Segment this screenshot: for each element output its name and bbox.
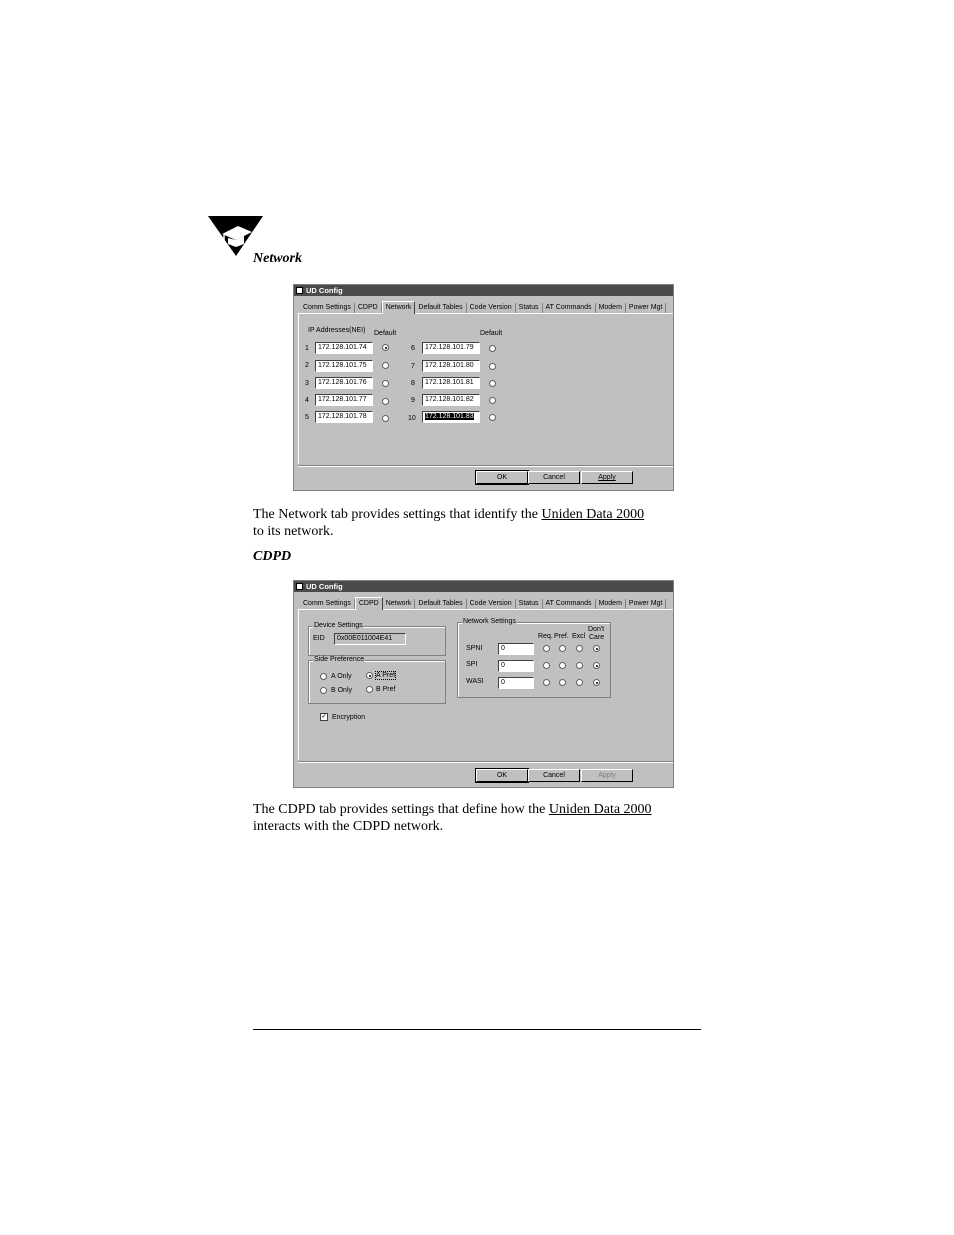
tab-comm-settings[interactable]: Comm Settings: [300, 303, 355, 313]
spni-pref-radio[interactable]: [559, 645, 566, 652]
network-section-title: Network: [253, 251, 302, 266]
spni-field[interactable]: 0: [498, 643, 534, 655]
ip-row-number: 7: [411, 363, 415, 370]
b-only-radio[interactable]: [320, 687, 327, 694]
col-pref: Pref.: [554, 633, 569, 640]
tab-comm-settings[interactable]: Comm Settings: [300, 599, 355, 609]
spi-pref-radio[interactable]: [559, 662, 566, 669]
ip-field-3[interactable]: 172.128.101.76: [315, 377, 373, 389]
app-icon: [296, 287, 303, 294]
cdpd-window: [293, 580, 674, 788]
spi-field[interactable]: 0: [498, 660, 534, 672]
a-only-radio[interactable]: [320, 673, 327, 680]
network-panel: [298, 313, 673, 464]
b-pref-label: B Pref: [376, 686, 396, 693]
ip-addresses-header: IP Addresses(NEI): [308, 327, 366, 334]
encryption-checkbox[interactable]: ✓: [321, 713, 327, 720]
window-title: UD Config: [306, 582, 343, 591]
footer-rule: [253, 1029, 701, 1030]
default-radio-6[interactable]: [489, 345, 496, 352]
b-only-label: B Only: [331, 687, 353, 694]
app-icon: [296, 583, 303, 590]
tab-strip: [300, 597, 667, 609]
network-settings-group: [457, 618, 611, 698]
default-radio-2[interactable]: [382, 362, 389, 369]
cancel-button[interactable]: Cancel: [528, 769, 580, 782]
product-link: Uniden Data 2000: [541, 507, 645, 522]
ip-field-5[interactable]: 172.128.101.78: [315, 411, 373, 423]
cdpd-panel: [298, 609, 673, 760]
tab-modem[interactable]: Modem: [596, 303, 626, 313]
eid-field: 0x00E011004E41: [334, 633, 406, 645]
ip-field-4[interactable]: 172.128.101.77: [315, 394, 373, 406]
col-req: Req.: [538, 633, 553, 640]
cdpd-desc-text-end: interacts with the CDPD network.: [253, 819, 444, 834]
ip-field-2[interactable]: 172.128.101.75: [315, 360, 373, 372]
device-settings-group: [308, 622, 446, 656]
spi-req-radio[interactable]: [543, 662, 550, 669]
tab-at-commands[interactable]: AT Commands: [543, 303, 596, 313]
col-care: Care: [589, 634, 605, 641]
button-separator: [298, 465, 673, 467]
ip-row-number: 10: [408, 415, 416, 422]
spi-excl-radio[interactable]: [576, 662, 583, 669]
wasi-pref-radio[interactable]: [559, 679, 566, 686]
spni-label: SPNI: [466, 645, 483, 652]
tab-default-tables[interactable]: Default Tables: [415, 599, 466, 609]
a-only-label: A Only: [331, 673, 352, 680]
ip-row-number: 8: [411, 380, 415, 387]
ip-field-10[interactable]: [422, 411, 480, 423]
b-pref-radio[interactable]: [366, 686, 373, 693]
ip-row-number: 9: [411, 397, 415, 404]
eid-label: EID: [313, 635, 325, 642]
network-desc-text-end: to its network.: [253, 524, 334, 539]
tab-at-commands[interactable]: AT Commands: [543, 599, 596, 609]
network-description: [253, 506, 713, 540]
ip-row-number: 5: [305, 414, 309, 421]
a-pref-label: A Pref: [376, 672, 396, 679]
tab-strip: [300, 301, 667, 313]
default-radio-7[interactable]: [489, 363, 496, 370]
ok-button[interactable]: OK: [476, 471, 528, 484]
ip-field-9[interactable]: 172.128.101.82: [422, 394, 480, 406]
tab-status[interactable]: Status: [516, 303, 543, 313]
selected-ip-text: 172.128.101.83: [425, 413, 474, 420]
tab-code-version[interactable]: Code Version: [467, 599, 516, 609]
encryption-label: Encryption: [332, 714, 366, 721]
default-radio-10[interactable]: [489, 414, 496, 421]
tab-power-mgt[interactable]: Power Mgt: [626, 599, 666, 609]
window-titlebar: [294, 285, 673, 296]
ip-field-1[interactable]: 172.128.101.74: [315, 342, 373, 354]
spi-dontcare-radio[interactable]: [593, 662, 600, 669]
wasi-req-radio[interactable]: [543, 679, 550, 686]
window-title: UD Config: [306, 286, 343, 295]
cdpd-description: [253, 801, 723, 835]
ip-row-number: 6: [411, 345, 415, 352]
tab-code-version[interactable]: Code Version: [467, 303, 516, 313]
window-titlebar: [294, 581, 673, 592]
default-header-right: Default: [480, 330, 503, 337]
default-radio-1[interactable]: [382, 344, 389, 351]
ip-row-number: 1: [305, 345, 309, 352]
device-settings-title: Device Settings: [314, 622, 363, 629]
network-desc-text: The Network tab provides settings that identify the: [253, 507, 542, 522]
apply-button[interactable]: Apply: [581, 769, 633, 782]
wasi-dontcare-radio[interactable]: [593, 679, 600, 686]
ip-row-number: 4: [305, 397, 309, 404]
spni-req-radio[interactable]: [543, 645, 550, 652]
ip-row-number: 2: [305, 362, 309, 369]
cancel-button[interactable]: Cancel: [528, 471, 580, 484]
tab-modem[interactable]: Modem: [596, 599, 626, 609]
default-radio-5[interactable]: [382, 415, 389, 422]
ip-field-7[interactable]: 172.128.101.80: [422, 360, 480, 372]
default-radio-4[interactable]: [382, 398, 389, 405]
default-header-left: Default: [374, 330, 397, 337]
spi-label: SPI: [466, 661, 478, 668]
default-radio-9[interactable]: [489, 397, 496, 404]
network-window: [293, 284, 674, 491]
product-link: Uniden Data 2000: [548, 802, 652, 817]
default-radio-8[interactable]: [489, 380, 496, 387]
ip-field-8[interactable]: 172.128.101.81: [422, 377, 480, 389]
ip-field-6[interactable]: 172.128.101.79: [422, 342, 480, 354]
network-settings-title: Network Settings: [463, 618, 516, 625]
tab-cdpd[interactable]: CDPD: [355, 303, 382, 313]
default-radio-3[interactable]: [382, 380, 389, 387]
side-preference-title: Side Preference: [314, 656, 365, 663]
ok-button[interactable]: OK: [476, 769, 528, 782]
cdpd-desc-text: The CDPD tab provides settings that define how the: [253, 802, 549, 817]
tab-status[interactable]: Status: [516, 599, 543, 609]
col-excl: Excl: [572, 633, 586, 640]
button-separator: [298, 761, 673, 763]
tab-power-mgt[interactable]: Power Mgt: [626, 303, 666, 313]
wasi-excl-radio[interactable]: [576, 679, 583, 686]
spni-excl-radio[interactable]: [576, 645, 583, 652]
tab-default-tables[interactable]: Default Tables: [415, 303, 466, 313]
col-dont: Don't: [588, 626, 605, 633]
spni-dontcare-radio[interactable]: [593, 645, 600, 652]
apply-button[interactable]: Apply: [581, 471, 633, 484]
a-pref-radio[interactable]: [366, 672, 373, 679]
wasi-field[interactable]: 0: [498, 677, 534, 689]
wasi-label: WASI: [466, 678, 484, 685]
ip-row-number: 3: [305, 380, 309, 387]
tab-network[interactable]: Network: [382, 301, 416, 314]
tab-network[interactable]: Network: [383, 599, 416, 609]
cdpd-section-title: CDPD: [253, 549, 292, 564]
side-preference-group: [308, 656, 446, 704]
tab-cdpd[interactable]: CDPD: [355, 597, 383, 610]
